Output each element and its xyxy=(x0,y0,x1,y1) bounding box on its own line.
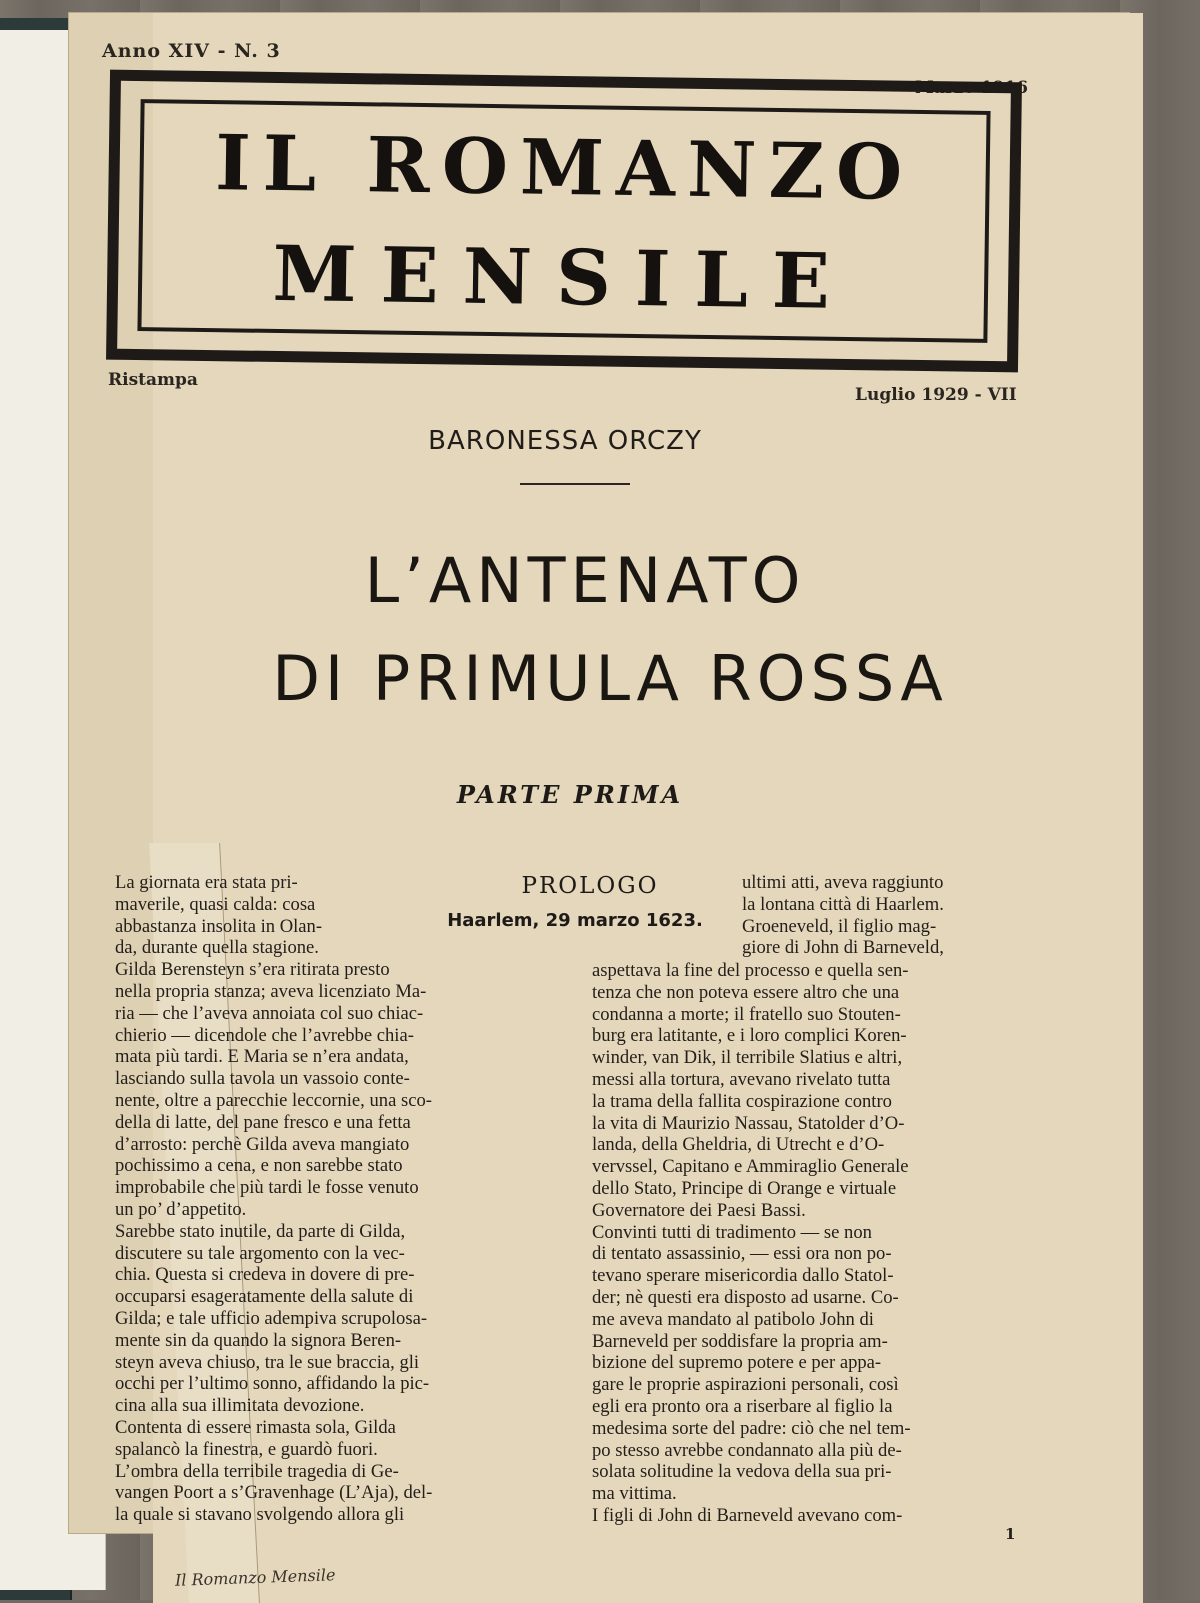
text-line: L’ombra della terribile tragedia di Ge- xyxy=(115,1460,399,1482)
text-line: gare le proprie aspirazioni personali, così xyxy=(592,1374,899,1396)
masthead-title-line2: MENSILE xyxy=(271,228,855,327)
text-line: di tentato assassinio, — essi ora non po- xyxy=(592,1243,892,1265)
text-line: la vita di Maurizio Nassau, Statolder d’O- xyxy=(592,1112,905,1134)
masthead-inner-frame xyxy=(137,99,990,343)
text-line: cina alla sua illimitata devozione. xyxy=(115,1395,365,1417)
text-line: Barneveld per soddisfare la propria am- xyxy=(592,1330,888,1352)
text-line: la trama della fallita cospirazione contro xyxy=(592,1090,892,1112)
text-line: ultimi atti, aveva raggiunto xyxy=(742,872,944,893)
title-line2: DI PRIMULA ROSSA xyxy=(272,642,948,715)
prologue-place-date: Haarlem, 29 marzo 1623. xyxy=(447,910,703,931)
text-line: steyn aveva chiuso, tra le sue braccia, gli xyxy=(115,1351,420,1373)
title-line1: L’ANTENATO xyxy=(364,544,806,617)
text-line: Groeneveld, il figlio mag- xyxy=(742,915,937,937)
text-line: abbastanza insolita in Olan- xyxy=(115,915,323,937)
text-line: burg era latitante, e i loro complici Koren- xyxy=(592,1025,907,1047)
text-line: pochissimo a cena, e non sarebbe stato xyxy=(115,1155,403,1177)
footer-title: Il Romanzo Mensile xyxy=(174,1565,336,1590)
text-line: occuparsi esageratamente della salute di xyxy=(115,1286,414,1308)
text-line: lasciando sulla tavola un vassoio conte- xyxy=(115,1068,410,1090)
page-number: 1 xyxy=(1005,1525,1016,1543)
text-line: spalancò la finestra, e guardò fuori. xyxy=(115,1438,378,1460)
text-line: landa, della Gheldria, di Utrecht e d’O- xyxy=(592,1134,885,1156)
text-line: discutere su tale argomento con la vec- xyxy=(115,1242,405,1264)
text-line: bizione del supremo potere e per appa- xyxy=(592,1352,882,1374)
text-line: improbabile che più tardi le fosse venuto xyxy=(115,1177,419,1199)
text-line: chierio — dicendole che l’avrebbe chia- xyxy=(115,1024,414,1046)
text-line: giore di John di Barneveld, xyxy=(742,937,944,959)
text-line: dello Stato, Principe di Orange e virtuale xyxy=(592,1177,897,1199)
part-heading: PARTE PRIMA xyxy=(456,780,684,809)
text-line: vervssel, Capitano e Ammiraglio Generale xyxy=(592,1156,909,1178)
text-line: d’arrosto: perchè Gilda aveva mangiato xyxy=(115,1133,410,1155)
masthead xyxy=(106,70,1022,373)
text-line: Gilda; e tale ufficio adempiva scrupolosa- xyxy=(115,1307,428,1329)
text-column-left xyxy=(115,872,555,1526)
text-line: della di latte, del pane fresco e una fetta xyxy=(115,1111,411,1133)
text-line: Gilda Berensteyn s’era ritirata presto xyxy=(115,959,390,981)
text-line: Sarebbe stato inutile, da parte di Gilda, xyxy=(115,1220,406,1242)
text-line: un po’ d’appetito. xyxy=(115,1198,247,1220)
text-line: tenza che non poteva essere altro che una xyxy=(592,981,900,1003)
text-line: messi alla tortura, avevano rivelato tutta xyxy=(592,1068,891,1090)
text-line: maverile, quasi calda: cosa xyxy=(115,893,316,915)
reprint-date: Luglio 1929 - VII xyxy=(855,385,1017,405)
text-line: chia. Questa si credeva in dovere di pre- xyxy=(115,1264,415,1286)
text-column-right-top xyxy=(742,872,1042,959)
text-line: aspettava la fine del processo e quella sen- xyxy=(592,960,909,981)
text-line: La giornata era stata pri- xyxy=(115,872,298,893)
text-line: winder, van Dik, il terribile Slatius e altri, xyxy=(592,1047,903,1069)
text-line: me aveva mandato al patibolo John di xyxy=(592,1308,874,1330)
text-line: Governatore dei Paesi Bassi. xyxy=(592,1199,806,1221)
text-line: medesima sorte del padre: ciò che nel tem- xyxy=(592,1417,911,1439)
text-line: occhi per l’ultimo sonno, affidando la pic- xyxy=(115,1373,430,1395)
masthead-title-line1: IL ROMANZO xyxy=(214,118,915,217)
text-line: ma vittima. xyxy=(592,1483,677,1505)
text-line: mente sin da quando la signora Beren- xyxy=(115,1329,402,1351)
text-line: egli era pronto ora a riserbare al figlio la xyxy=(592,1395,893,1417)
text-line: solata solitudine la vedova della sua pri- xyxy=(592,1461,892,1483)
text-line: Contenta di essere rimasta sola, Gilda xyxy=(115,1416,396,1438)
text-line: da, durante quella stagione. xyxy=(115,937,319,959)
text-line: nella propria stanza; aveva licenziato Ma- xyxy=(115,980,427,1002)
text-line: la lontana città di Haarlem. xyxy=(742,893,944,915)
text-line: I figli di John di Barneveld avevano com- xyxy=(592,1504,903,1526)
reprint-label: Ristampa xyxy=(108,370,198,390)
divider-rule xyxy=(520,483,630,485)
text-line: Convinti tutti di tradimento — se non xyxy=(592,1221,872,1243)
issue-date: Marzo 1916 xyxy=(915,78,1029,98)
text-line: nente, oltre a parecchie leccornie, una sco- xyxy=(115,1089,432,1111)
author-name: BARONESSA ORCZY xyxy=(428,426,702,456)
prologue-heading: PROLOGO xyxy=(521,873,659,899)
text-line: la quale si stavano svolgendo allora gli xyxy=(115,1504,405,1526)
text-line: vangen Poort a s’Gravenhage (L’Aja), del- xyxy=(115,1482,433,1504)
text-line: ria — che l’aveva annoiata col suo chiac- xyxy=(115,1002,424,1024)
text-column-right xyxy=(592,960,1032,1527)
text-line: mata più tardi. E Maria se n’era andata, xyxy=(115,1046,409,1068)
issue-number: Anno XIV - N. 3 xyxy=(102,40,281,62)
text-line: tevano sperare misericordia dallo Statol- xyxy=(592,1265,894,1287)
text-line: condanna a morte; il fratello suo Stouten- xyxy=(592,1003,901,1025)
text-line: po stesso avrebbe condannato alla più de- xyxy=(592,1439,902,1461)
text-line: der; nè questi era disposto ad usarne. Co- xyxy=(592,1286,899,1308)
